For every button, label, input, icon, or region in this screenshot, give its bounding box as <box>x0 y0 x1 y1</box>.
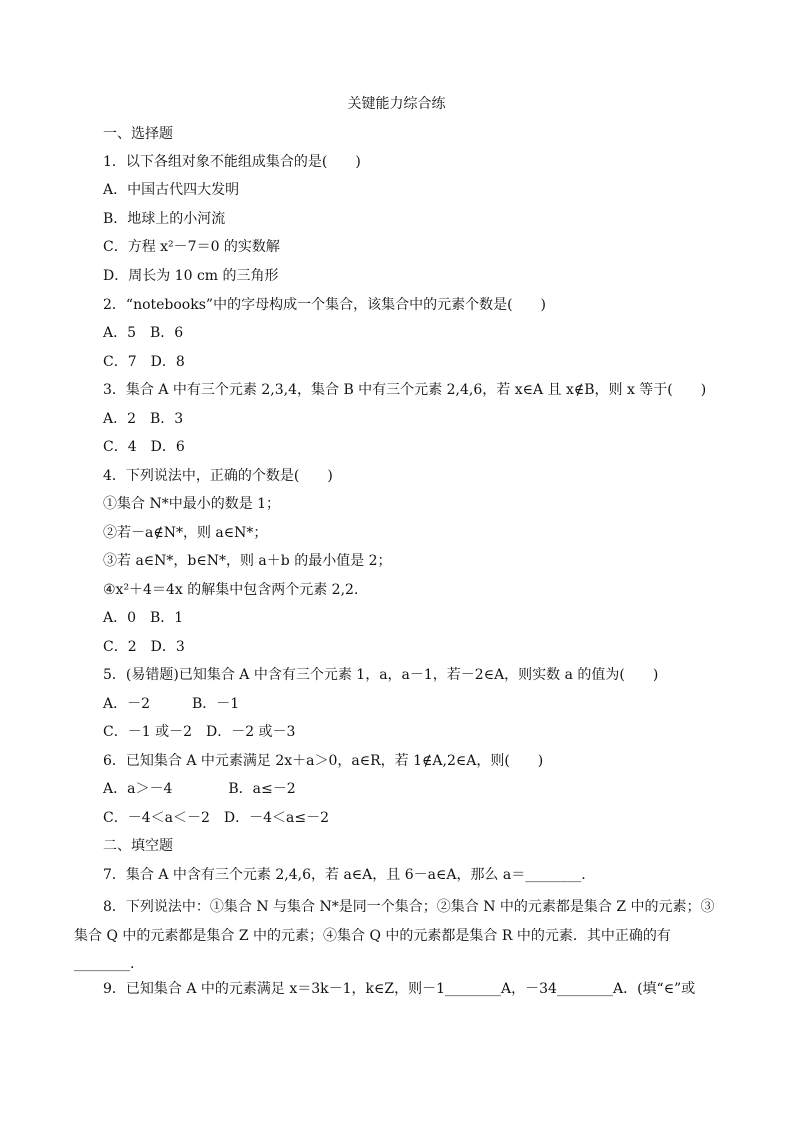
option-line: C．7 D．8 <box>103 354 185 370</box>
option-line: C．－1 或－2 D．－2 或－3 <box>103 724 296 740</box>
question-paragraph: 8．下列说法中：①集合 N 与集合 N*是同一个集合；②集合 N 中的元素都是集合 Z 中的元素；③集合 Q 中的元素都是集合 Z 中的元素；④集合 Q 中的元素都是集合 R 中的元素．其中正确的有________. <box>74 899 715 972</box>
option-line: A．0 B．1 <box>103 610 184 626</box>
option-line: A．2 B．3 <box>103 411 184 427</box>
option-line: C．方程 x²－7＝0 的实数解 <box>103 239 280 255</box>
question-line: 9．已知集合 A 中的元素满足 x＝3k－1，k∈Z，则－1________A，－34________A．(填“∈”或 <box>103 981 696 997</box>
question-line: 4．下列说法中，正确的个数是( ) <box>103 468 333 484</box>
option-line: C．－4＜a＜－2 D．－4＜a≤－2 <box>103 810 329 826</box>
option-line: A．5 B．6 <box>103 325 184 341</box>
option-line: C．2 D．3 <box>103 639 185 655</box>
question-line: 2．“notebooks”中的字母构成一个集合，该集合中的元素个数是( ) <box>103 297 546 313</box>
statement-line: ①集合 N*中最小的数是 1； <box>103 496 281 512</box>
question-line: 1．以下各组对象不能组成集合的是( ) <box>103 154 361 170</box>
statement-line: ②若－a∉N*，则 a∈N*； <box>103 525 268 541</box>
question-line: 5．(易错题)已知集合 A 中含有三个元素 1，a，a－1，若－2∈A，则实数 a 的值为( ) <box>103 667 659 683</box>
option-line: A．－2 B．－1 <box>103 696 240 712</box>
option-line: A．中国古代四大发明 <box>103 182 240 198</box>
statement-line: ③若 a∈N*，b∈N*，则 a＋b 的最小值是 2； <box>103 553 392 569</box>
section-heading-fill: 二、填空题 <box>103 838 173 854</box>
question-line: 7．集合 A 中含有三个元素 2,4,6，若 a∈A，且 6－a∈A，那么 a＝________. <box>103 867 586 883</box>
question-line: 3．集合 A 中有三个元素 2,3,4，集合 B 中有三个元素 2,4,6，若 x∈A 且 x∉B，则 x 等于( ) <box>103 382 707 398</box>
option-line: D．周长为 10 cm 的三角形 <box>103 268 279 284</box>
option-line: A．a＞－4 B．a≤－2 <box>103 781 296 797</box>
section-heading-choice: 一、选择题 <box>103 126 173 142</box>
statement-line: ④x²＋4＝4x 的解集中包含两个元素 2,2. <box>103 582 359 598</box>
page-title: 关键能力综合练 <box>347 96 446 112</box>
option-line: B．地球上的小河流 <box>103 211 226 227</box>
question-line: 6．已知集合 A 中元素满足 2x＋a＞0，a∈R，若 1∉A,2∈A，则( ) <box>103 753 544 769</box>
option-line: C．4 D．6 <box>103 439 185 455</box>
